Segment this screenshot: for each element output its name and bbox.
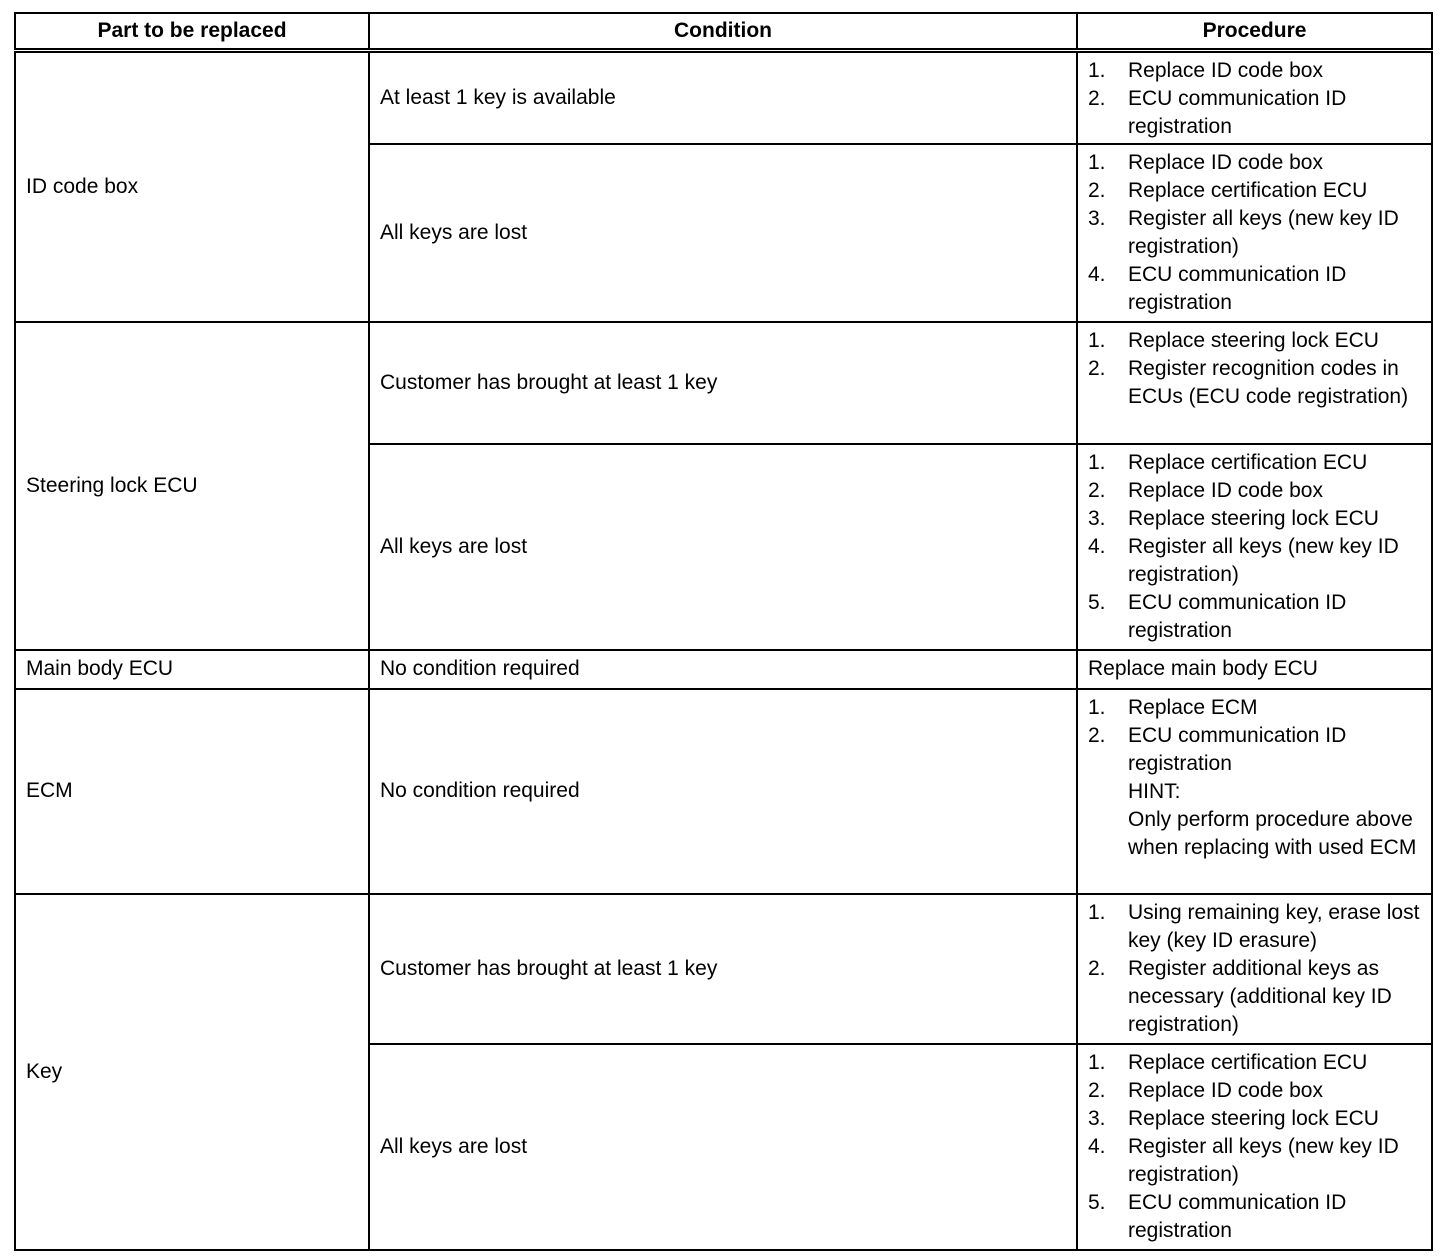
step-item: 1. Replace certification ECU <box>1088 450 1368 474</box>
step-item: 1. Replace steering lock ECU <box>1088 328 1379 352</box>
part-cell: Main body ECU <box>15 650 369 689</box>
step-item: 2. Replace ID code box <box>1088 478 1323 502</box>
step-item: 4. Register all keys (new key ID registration) <box>1088 1134 1399 1186</box>
procedure-cell: Replace main body ECU <box>1077 650 1432 689</box>
part-cell: ID code box <box>15 51 369 322</box>
procedure-steps <box>1088 327 1421 411</box>
step-item: 1. Replace ID code box <box>1088 59 1323 82</box>
step-item: 4. Register all keys (new key ID registration) <box>1088 534 1399 586</box>
procedure-table-container <box>14 12 1433 1251</box>
procedure-cell <box>1077 51 1432 144</box>
condition-cell: No condition required <box>369 689 1077 894</box>
condition-cell: At least 1 key is available <box>369 51 1077 144</box>
procedure-steps <box>1088 149 1421 317</box>
table-header-row <box>15 13 1432 51</box>
step-item: 2. ECU communication ID registration <box>1088 87 1347 138</box>
step-item: 1. Using remaining key, erase lost key (key ID erasure) <box>1088 900 1420 952</box>
condition-cell: All keys are lost <box>369 444 1077 650</box>
header-condition: Condition <box>369 13 1077 51</box>
replacement-procedure-table <box>14 12 1433 1251</box>
step-item: 1. Replace certification ECU <box>1088 1050 1368 1074</box>
header-procedure: Procedure <box>1077 13 1432 51</box>
procedure-steps <box>1088 449 1421 645</box>
step-item: 1. Replace ECM <box>1088 695 1258 719</box>
step-item: 4. ECU communication ID registration <box>1088 262 1347 314</box>
step-item: 3. Replace steering lock ECU <box>1088 1106 1379 1130</box>
procedure-cell <box>1077 1044 1432 1250</box>
hint-label: HINT: <box>1128 779 1181 803</box>
procedure-cell <box>1077 894 1432 1044</box>
condition-cell: All keys are lost <box>369 1044 1077 1250</box>
hint-text: Only perform procedure above when replacing with used ECM <box>1128 807 1417 859</box>
procedure-steps <box>1088 694 1421 778</box>
table-row <box>15 51 1432 144</box>
part-cell: Key <box>15 894 369 1250</box>
table-row <box>15 689 1432 894</box>
step-item: 5. ECU communication ID registration <box>1088 590 1347 642</box>
procedure-cell <box>1077 322 1432 444</box>
step-item: 2. Replace certification ECU <box>1088 178 1368 202</box>
procedure-cell <box>1077 444 1432 650</box>
condition-cell: Customer has brought at least 1 key <box>369 322 1077 444</box>
procedure-cell <box>1077 144 1432 322</box>
step-item: 2. Register additional keys as necessary (additional key ID registration) <box>1088 956 1392 1036</box>
condition-cell: No condition required <box>369 650 1077 689</box>
part-cell: Steering lock ECU <box>15 322 369 650</box>
step-item: 2. ECU communication ID registration <box>1088 723 1347 775</box>
table-row <box>15 322 1432 444</box>
condition-cell: Customer has brought at least 1 key <box>369 894 1077 1044</box>
step-item: 3. Register all keys (new key ID registration) <box>1088 206 1399 258</box>
procedure-steps <box>1088 1049 1421 1245</box>
step-item: 2. Register recognition codes in ECUs (ECU code registration) <box>1088 356 1409 408</box>
part-cell: ECM <box>15 689 369 894</box>
procedure-steps <box>1088 899 1421 1039</box>
header-part: Part to be replaced <box>15 13 369 51</box>
procedure-steps <box>1088 57 1421 141</box>
table-row <box>15 650 1432 689</box>
step-item: 3. Replace steering lock ECU <box>1088 506 1379 530</box>
table-row <box>15 894 1432 1044</box>
condition-cell: All keys are lost <box>369 144 1077 322</box>
step-item: 2. Replace ID code box <box>1088 1078 1323 1102</box>
procedure-cell <box>1077 689 1432 894</box>
step-item: 5. ECU communication ID registration <box>1088 1190 1347 1242</box>
step-item: 1. Replace ID code box <box>1088 150 1323 174</box>
